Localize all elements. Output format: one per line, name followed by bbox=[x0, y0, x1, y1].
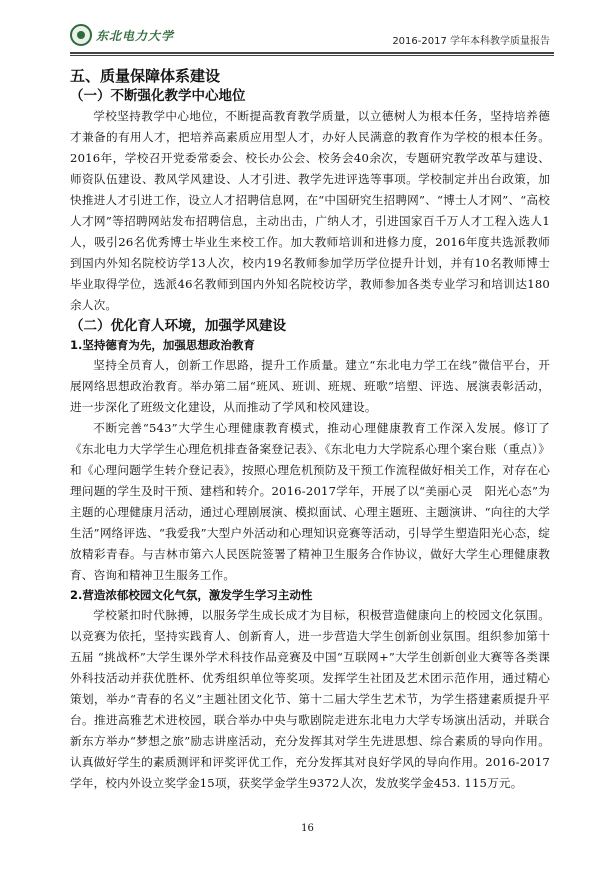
subsection-title-2: （二）优化育人环境，加强学风建设 bbox=[70, 318, 286, 334]
subsection-title-1: （一）不断强化教学中心地位 bbox=[70, 88, 246, 104]
item-1-paragraph-1: 坚持全员育人，创新工作思路，提升工作质量。建立“东北电力学工在线”微信平台，开展网络思想政治教育。举办第二届“班风、班训、班规、班歌”培塑、评选、展演表彰活动，进一步深化了班级文化建设，从而推动了学风和校风建设。 bbox=[70, 358, 550, 414]
header-divider bbox=[70, 52, 554, 56]
subsection-1-paragraph: 学校坚持教学中心地位，不断提高教育教学质量，以立德树人为根本任务，坚持培养德才兼备的有用人才，把培养高素质应用型人才，办好人民满意的教育作为学校的根本任务。2016年，学校召开党委常委会、校长办公会、校务会40余次，专题研究教学改革与建设、师资队伍建设、教风学风建设、人才引进、教学先进评选等事项。学校制定并出台政策，加快推进人才引进工作，设立人才招聘信息网，在“中国研究生招聘网”、“博士人才网”、“高校人才网”等招聘网站发布招聘信息，主动出击，广纳人才，引进国家百千万人才工程入选人1人，吸引26名优秀博士毕业生来校工作。加大教师培训和进修力度，2016年度共选派教师到国内外知名院校访学13人次，校内19名教师参加学历学位提升计划，并有10名教师博士毕业取得学位，选派46名教师到国内外知名院校访学，教师参加各类专业学习和培训达180余人次。 bbox=[70, 109, 550, 312]
item-2-title: 2.营造浓郁校园文化气氛，激发学生学习主动性 bbox=[70, 588, 313, 602]
report-title: 2016-2017 学年本科教学质量报告 bbox=[392, 36, 550, 47]
university-logo bbox=[70, 24, 174, 46]
item-1-paragraph-2: 不断完善“543”大学生心理健康教育模式，推动心理健康教育工作深入发展。修订了《东北电力大学学生心理危机排查备案登记表》、《东北电力大学院系心理个案台账（重点）》和《心理问题学生转介登记表》，按照心理危机预防及干预工作流程做好相关工作，对存在心理问题的学生及时干预、建档和转介。2016-2017学年，开展了以“美丽心灵 阳光心态”为主题的心理健康月活动，通过心理剧展演、模拟面试、心理主题班、主题演讲、“向往的大学生活”网络评选、“我爱我”大型户外活动和心理知识竞赛等活动，引导学生塑造阳光心态，绽放精彩青春。与吉林市第六人民医院签署了精神卫生服务合作协议，做好大学生心理健康教育、咨询和精神卫生服务工作。 bbox=[70, 421, 550, 582]
item-2-paragraph: 学校紧扣时代脉搏，以服务学生成长成才为目标，积极营造健康向上的校园文化氛围。以竞赛为依托，坚持实践育人、创新育人，进一步营造大学生创新创业氛围。组织参加第十五届 “挑战杯”大学生课外学术科技作品竞赛及中国“互联网+”大学生创新创业大赛等各类课外科技活动并获优胜杯、优秀组织单位等奖项。发挥学生社团及艺术团示范作用，通过精心策划，举办“青春的名义”主题社团文化节、第十二届大学生艺术节，为学生搭建素质提升平台。推进高雅艺术进校园，联合举办中央与歌剧院走进东北电力大学专场演出活动，并联合新东方举办“梦想之旅”励志讲座活动，充分发挥其对学生先进思想、综合素质的导向作用。认真做好学生的素质测评和评奖评优工作，充分发挥其对良好学风的导向作用。2016-2017学年，校内外设立奖学金15项，获奖学金学生9372人次，发放奖学金453. 115万元。 bbox=[70, 608, 550, 790]
item-1-title: 1.坚持德育为先，加强思想政治教育 bbox=[70, 338, 255, 352]
page-content bbox=[70, 66, 550, 794]
university-emblem-icon bbox=[70, 24, 92, 46]
section-title: 五、质量保障体系建设 bbox=[70, 67, 221, 85]
page-header bbox=[70, 22, 550, 52]
logo-text: 东北电力大学 bbox=[96, 28, 175, 43]
page-number: 16 bbox=[301, 823, 314, 834]
